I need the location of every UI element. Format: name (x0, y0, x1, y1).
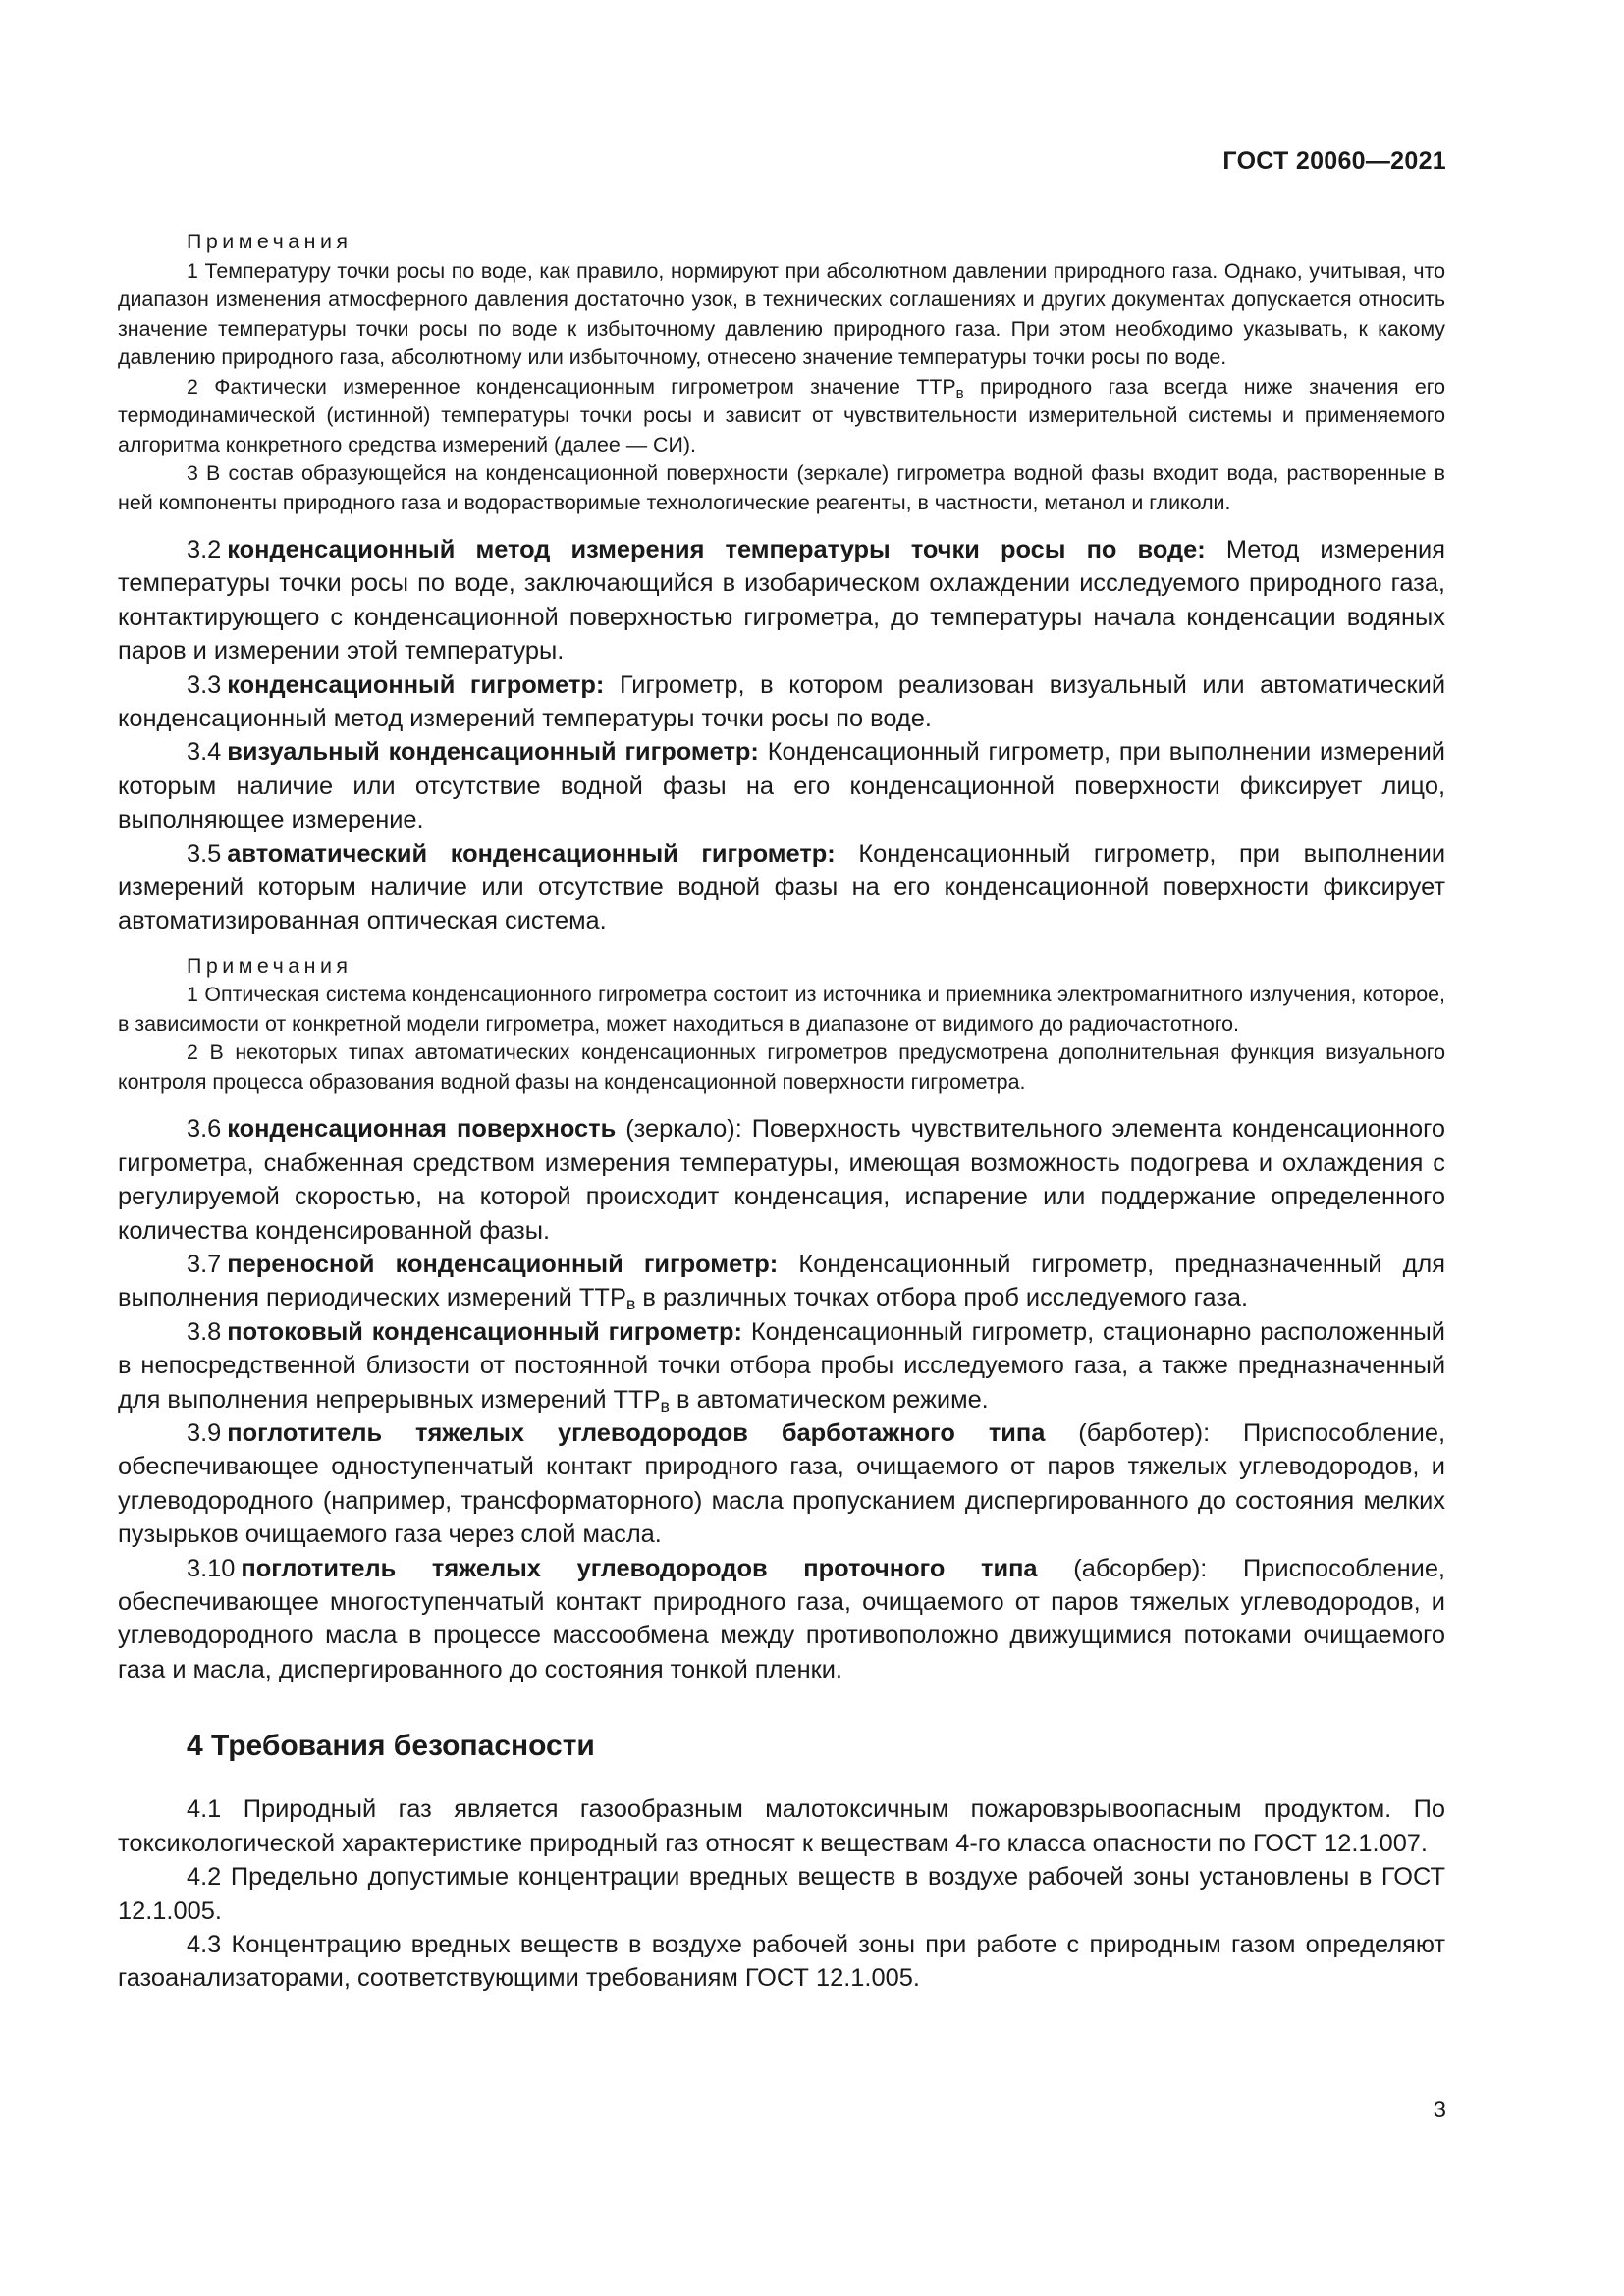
term-3-8 (118, 1315, 1445, 1416)
page-number: 3 (1433, 2097, 1446, 2123)
term-number: 3.3 (187, 670, 222, 699)
term-3-10 (118, 1552, 1445, 1687)
term-name: поглотитель тяжелых углеводородов барботажного типа (227, 1419, 1046, 1448)
term-name: автоматический конденсационный гигрометр: (227, 839, 836, 868)
term-definition: Конденсационный гигрометр, при выполнении измерений которым наличие или отсутствие водной фазы на его конденсационной поверхности фиксирует автоматизированная оптическая система. (118, 839, 1445, 935)
subscript: в (955, 384, 964, 401)
term-name: конденсационный метод измерения температуры точки росы по воде: (227, 536, 1206, 563)
term-name: конденсационная поверхность (227, 1115, 617, 1144)
term-number: 3.5 (187, 839, 222, 868)
term-number: 3.9 (187, 1419, 222, 1448)
term-definition: (барботер): Приспособление, обеспечивающее одноступенчатый контакт природного газа, очищаемого от паров тяжелых углеводородов, и углеводородного (например, трансформаторного) масла пропусканием диспергированного до состояния мелких пузырьков очищаемого газа через слой масла. (118, 1419, 1445, 1549)
term-number: 3.8 (187, 1317, 222, 1346)
term-definition: Конденсационный гигрометр, предназначенный для выполнения периодических измерений ТТР (118, 1251, 1445, 1312)
term-definition: (зеркало): Поверхность чувствительного элемента конденсационного гигрометра, снабженная средством измерения температуры, имеющая возможность подогрева и охлаждения с регулируемой скоростью, на которой происходит конденсация, испарение или поддержание определенного количества конденсированной фазы. (118, 1115, 1445, 1245)
term-number: 3.7 (187, 1251, 222, 1278)
term-definition: (абсорбер): Приспособление, обеспечивающее многоступенчатый контакт природного газа, очищаемого от паров тяжелых углеводородов, и углеводородного масла в процессе массообмена между противоположно движущимися потоками очищаемого газа и масла, диспергированного до состояния тонкой пленки. (118, 1554, 1445, 1683)
term-number: 3.6 (187, 1115, 222, 1144)
term-3-5 (118, 837, 1445, 938)
section-heading: 4 Требования безопасности (187, 1730, 595, 1763)
term-definition: Гигрометр, в котором реализован визуальный или автоматический конденсационный метод измерений температуры точки росы по воде. (118, 670, 1446, 733)
term-name: поглотитель тяжелых углеводородов проточного типа (241, 1554, 1038, 1582)
term-definition: Конденсационный гигрометр, стационарно расположенный в непосредственной близости от постоянной точки отбора пробы исследуемого газа, а также предназначенный для выполнения непрерывных измерений ТТР (118, 1317, 1445, 1414)
term-3-3 (118, 668, 1445, 736)
terms-group-2 (118, 1112, 1445, 1686)
term-definition: в различных точках отбора проб исследуемого газа. (635, 1284, 1249, 1312)
note-item: 3 В состав образующейся на конденсационной поверхности (зеркале) гигрометра водной фазы входит вода, растворенные в ней компоненты природного газа и водорастворимые технологические реагенты, в частности, метанол и гликоли. (118, 461, 1445, 514)
term-3-6 (118, 1112, 1445, 1248)
term-3-2 (118, 533, 1445, 668)
page-content (118, 228, 1445, 1996)
term-number: 3.2 (187, 536, 222, 563)
term-definition: Конденсационный гигрометр, при выполнении измерений которым наличие или отсутствие водной фазы на его конденсационной поверхности фиксирует лицо, выполняющее измерение. (118, 738, 1445, 834)
note-item: 2 В некоторых типах автоматических конденсационных гигрометров предусмотрена дополнительная функция визуального контроля процесса образования водной фазы на конденсационной поверхности гигрометра. (118, 1041, 1445, 1094)
term-number: 3.10 (187, 1554, 236, 1582)
subscript: в (660, 1395, 670, 1415)
notes-block-1 (118, 228, 1445, 517)
term-name: визуальный конденсационный гигрометр: (227, 738, 759, 767)
terms-group-1 (118, 533, 1445, 938)
term-name: переносной конденсационный гигрометр: (227, 1251, 779, 1278)
term-name: конденсационный гигрометр: (227, 670, 605, 699)
notes-block-2 (118, 952, 1445, 1097)
document-header: ГОСТ 20060—2021 (1222, 147, 1446, 175)
paragraph-4-1: 4.1 Природный газ является газообразным малотоксичным пожаровзрывоопасным продуктом. По токсикологической характеристике природный газ относят к веществам 4-го класса опасности по ГОСТ 12.1.007. (118, 1795, 1445, 1857)
paragraph-4-2: 4.2 Предельно допустимые концентрации вредных веществ в воздухе рабочей зоны установлены в ГОСТ 12.1.005. (118, 1863, 1445, 1925)
subscript: в (625, 1294, 636, 1314)
note-item: 1 Оптическая система конденсационного гигрометра состоит из источника и приемника электромагнитного излучения, которое, в зависимости от конкретной модели гигрометра, может находиться в диапазоне от видимого до радиочастотного. (118, 983, 1445, 1036)
term-definition: Метод измерения температуры точки росы по воде, заключающийся в изобарическом охлаждении исследуемого природного газа, контактирующего с конденсационной поверхностью гигрометра, до температуры начала конденсации водяных паров и измерении этой температуры. (118, 536, 1445, 666)
term-number: 3.4 (187, 738, 222, 767)
notes-title: Примечания (187, 953, 352, 978)
note-text: природного газа всегда ниже значения его термодинамической (истинной) температуры точки росы и зависит от чувствительности измерительной системы и применяемого алгоритма конкретного средства измерений (далее — СИ). (118, 374, 1445, 456)
notes-title: Примечания (187, 230, 352, 253)
note-text: 2 Фактически измеренное конденсационным гигрометром значение ТТР (187, 374, 956, 399)
term-name: потоковый конденсационный гигрометр: (227, 1317, 742, 1346)
term-3-4 (118, 735, 1445, 836)
term-3-9 (118, 1416, 1445, 1552)
note-item: 1 Температуру точки росы по воде, как правило, нормируют при абсолютном давлении природного газа. Однако, учитывая, что диапазон изменения атмосферного давления достаточно узок, в технических соглашениях и других документах допускается относить значение температуры точки росы по воде к избыточному давлению природного газа. При этом необходимо указывать, к какому давлению природного газа, абсолютному или избыточному, отнесено значение температуры точки росы по воде. (118, 258, 1445, 369)
section-4-body (118, 1792, 1445, 1995)
paragraph-4-3: 4.3 Концентрацию вредных веществ в воздухе рабочей зоны при работе с природным газом определяют газоанализаторами, соответствующими требованиям ГОСТ 12.1.005. (118, 1930, 1445, 1993)
term-definition: в автоматическом режиме. (669, 1385, 989, 1414)
note-item (118, 373, 1445, 460)
term-3-7 (118, 1248, 1445, 1315)
